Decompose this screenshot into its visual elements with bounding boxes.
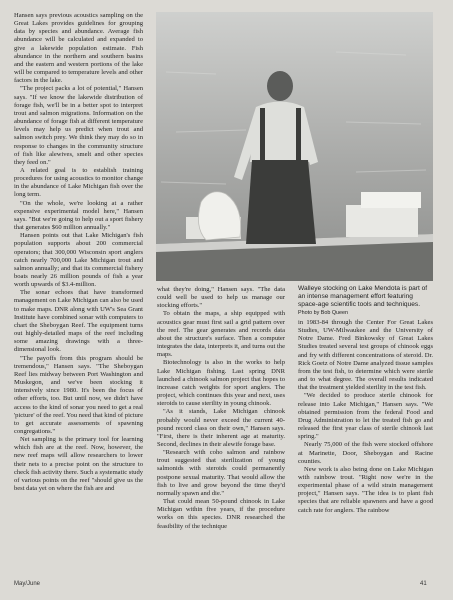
paragraph: "On the whole, we're looking at a rather expensive experimental model here," Hansen says. "But we're going to help out a sport fishery that generates $60 million annually." [14,199,143,232]
paragraph: A related goal is to establish training procedures for using acoustics to monitor change in the abundance of Lake Michigan fish over the long term. [14,166,143,199]
article-column-1 [14,12,143,493]
paragraph: Net sampling is the primary tool for learning which fish are at the reef. Now, however, the new reef maps will allow researchers to lower their nets to a precise point on the structure to check fish activity there. Such a systematic study of various points on the reef "should give us the best data yet on where the fish are and [14,436,143,493]
paragraph: To obtain the maps, a ship equipped with acoustics gear must first sail a grid pattern over the reef. The gear generates and records data about the structure's surface. Then a computer integrates the data, interprets it, and turns out the maps. [157,310,285,359]
paragraph: Hansen points out that Lake Michigan's fish population supports about 200 commercial operators; that 300,000 Wisconsin sport anglers catch nearly 700,000 Lake Michigan trout and salmon annually; and that its commercial fishery boats nearly 26 million pounds of fish a year worth upwards of $3.4-million. [14,232,143,289]
article-column-2 [157,286,285,531]
paragraph: "Research with coho salmon and rainbow trout suggested that sterilization of young salmonids with steroids could permanently postpone sexual maturity. That would allow the fish to live and grow beyond the time they'd normally spawn and die." [157,449,285,497]
paragraph: New work is also being done on Lake Michigan with rainbow trout. "Right now we're in the experimental phase of a wild strain management project," Hansen says. "The idea is to plant fish species that are reliable spawners and have a good catch rate for anglers. The rainbow [298,465,433,514]
paragraph: "We decided to produce sterile chinook for release into Lake Michigan," Hansen says. "We obtained permission from the federal Food and Drug Administration to let the treated fish go and released the first year class of sterile chinook last spring." [298,392,433,441]
paragraph: "The project packs a lot of potential," Hansen says. "If we know the lakewide distribution of forage fish, we'll be in a better spot to interpret trout and salmon migrations. Information on the abundance of forage fish at different temperature levels may help us predict when trout and salmon switch prey. We think they may do so in response to changes in the community structure of fish like alewives, smelt and other species they feed on." [14,85,143,166]
paragraph: in 1983-84 through the Center For Great Lakes Studies, UW-Milwaukee and the University of Notre Dame. Fred Binkowsky of Great Lakes Studies treated several test groups of chinook eggs and fry with different concentrations of steroid. Dr. Rick Goetz of Notre Dame analyzed tissue samples from the test fish, to determine which were sterile and to what degree. The overall results indicated that the treatment yielded sterility in the test fish. [298,319,433,392]
walleye-stocking-photo [156,12,433,281]
photo-credit: Photo by Bob Queen [298,310,349,317]
paragraph: That could mean 50-pound chinook in Lake Michigan within five years, if the procedure works on this species. DNR researched the feasibility of the technique [157,498,285,530]
paragraph: "The payoffs from this program should be tremendous," Hansen says. "The Sheboygan Reef lies midway between Port Washington and Muskegon, and we've been stocking it intensively since 1980. It's been the focus of other efforts, too. But until now, we didn't have access to the kind of sonar you need to get a real 'picture' of the reef. You need that kind of picture to get accurate assessments of spawning congregations." [14,354,143,435]
paragraph: Biotechnology is also in the works to help Lake Michigan fishing. Last spring DNR launched a chinook salmon project that hopes to increase catch weights for sport anglers. The project, which continues this year and next, uses steroids to cause sterility in young chinook. [157,359,285,408]
paragraph: Hansen says previous acoustics sampling on the Great Lakes provides guidelines for grouping data by species and abundance. Average fish abundance will be calculated and expanded to give a lakewide population estimate. Fish abundance in the northern and southern basins and the eastern and western portions of the lake will be compared to temperature levels and other factors in the lake. [14,12,143,85]
paragraph: what they're doing," Hansen says. "The data could well be used to help us manage our stocking efforts." [157,286,285,310]
photo-caption [298,285,433,317]
paragraph: The sonar echoes that have transformed management on Lake Michigan can also be used to make maps. DNR along with UW's Sea Grant Institute have combined sonar with computers to chart the Sheboygan Reef. The equipment turns out highly-detailed maps of the reef including some amazing drawings with a three-dimensional look. [14,289,143,354]
issue-label: May/June [14,581,41,587]
paragraph: "As it stands, Lake Michigan chinook probably would never exceed the current 40-pound record class on their own," Hansen says. "First, there is their inherent age at maturity. Second, declines in their alewife forage base. [157,408,285,448]
caption-text: Walleye stocking on Lake Mendota is part of an intense management effort featuring space-age scientific tools and techniques. [298,285,428,309]
photo-illustration [156,12,433,281]
paragraph: Nearly 75,000 of the fish were stocked offshore at Marinette, Door, Sheboygan and Racine counties. [298,441,433,465]
article-column-3 [298,319,433,515]
page-number: 41 [420,581,427,587]
